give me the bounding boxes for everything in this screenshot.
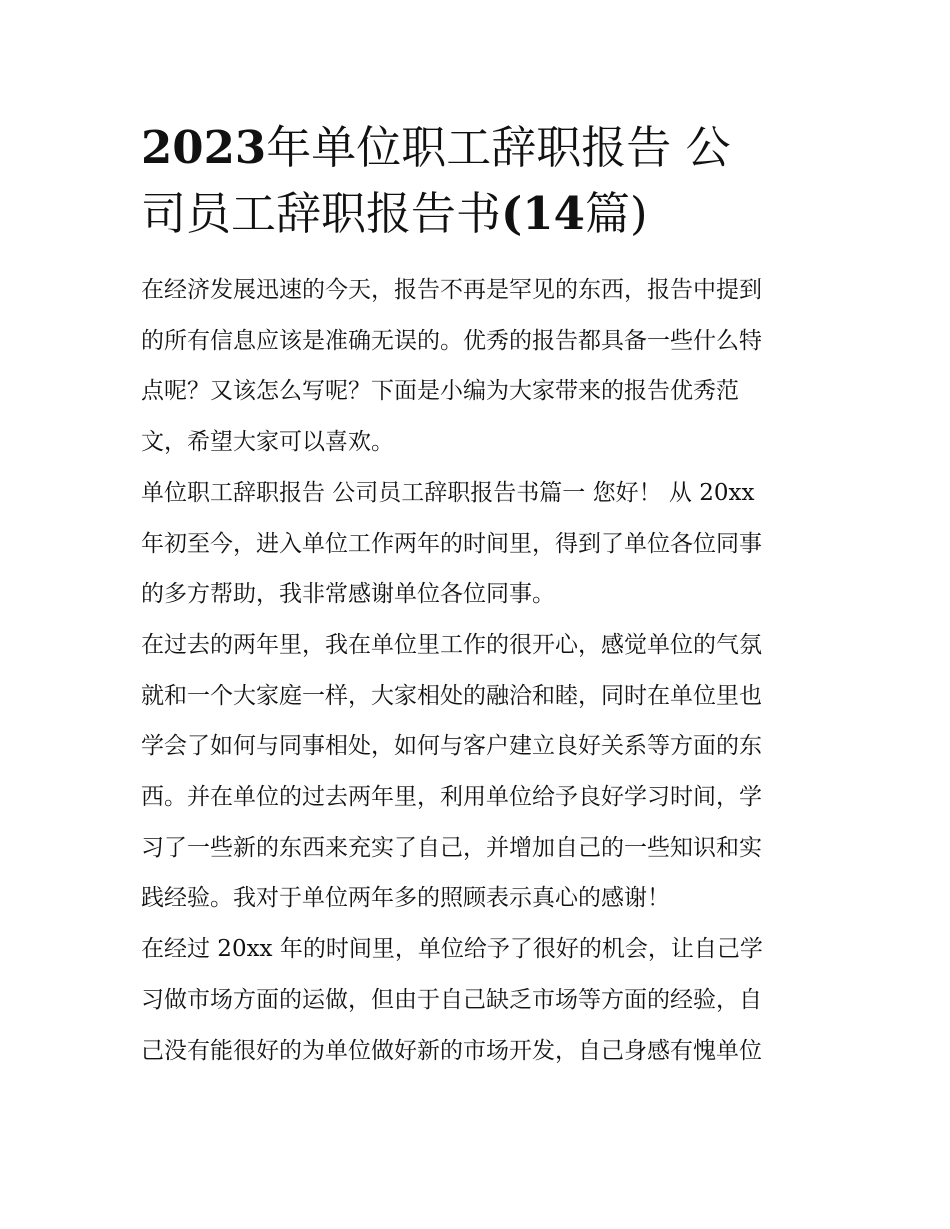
document-title (141, 115, 811, 247)
title-line-1 (141, 115, 811, 181)
text-line: 年初至今，进入单位工作两年的时间里，得到了单位各位同事 (141, 530, 762, 557)
document-body (141, 265, 811, 1076)
title-line-2-text: 司员工辞职报告书 (141, 187, 502, 240)
text-line: 单位职工辞职报告 公司员工辞职报告书篇一 您好！ 从 20xx (141, 479, 755, 506)
text-line: 己没有能很好的为单位做好新的市场开发，自己身感有愧单位 (141, 1037, 762, 1064)
title-count: (14 (501, 187, 585, 240)
text-line: 习做市场方面的运做，但由于自己缺乏市场等方面的经验，自 (141, 986, 762, 1013)
text-line: 的多方帮助，我非常感谢单位各位同事。 (141, 581, 555, 608)
document-content (141, 115, 811, 1076)
text-line: 文，希望大家可以喜欢。 (141, 429, 394, 456)
text-line: 在过去的两年里，我在单位里工作的很开心，感觉单位的气氛 (141, 631, 762, 658)
text-line: 的所有信息应该是准确无误的。优秀的报告都具备一些什么特 (141, 327, 762, 354)
text-line: 就和一个大家庭一样，大家相处的融洽和睦，同时在单位里也 (141, 682, 762, 709)
text-line: 点呢？又该怎么写呢？下面是小编为大家带来的报告优秀范 (141, 378, 739, 405)
title-line-2 (141, 181, 811, 247)
text-line: 在经济发展迅速的今天，报告不再是罕见的东西，报告中提到 (141, 277, 762, 303)
text-line: 西。并在单位的过去两年里，利用单位给予良好学习时间，学 (141, 784, 762, 811)
paragraph-intro (141, 265, 811, 468)
text-line: 践经验。我对于单位两年多的照顾表示真心的感谢！ (141, 885, 670, 912)
text-line: 学会了如何与同事相处，如何与客户建立良好关系等方面的东 (141, 733, 762, 760)
text-line: 在经过 20xx 年的时间里，单位给予了很好的机会，让自己学 (141, 936, 763, 963)
paragraph-market (141, 924, 811, 1076)
paragraph-greeting (141, 468, 811, 620)
title-line-2-end: 篇) (584, 187, 648, 240)
text-line: 习了一些新的东西来充实了自己，并增加自己的一些知识和实 (141, 834, 762, 861)
title-line-1-text: 年单位职工辞职报告 公 (266, 121, 731, 174)
title-year: 2023 (141, 121, 267, 174)
paragraph-past-two-years (141, 620, 811, 924)
